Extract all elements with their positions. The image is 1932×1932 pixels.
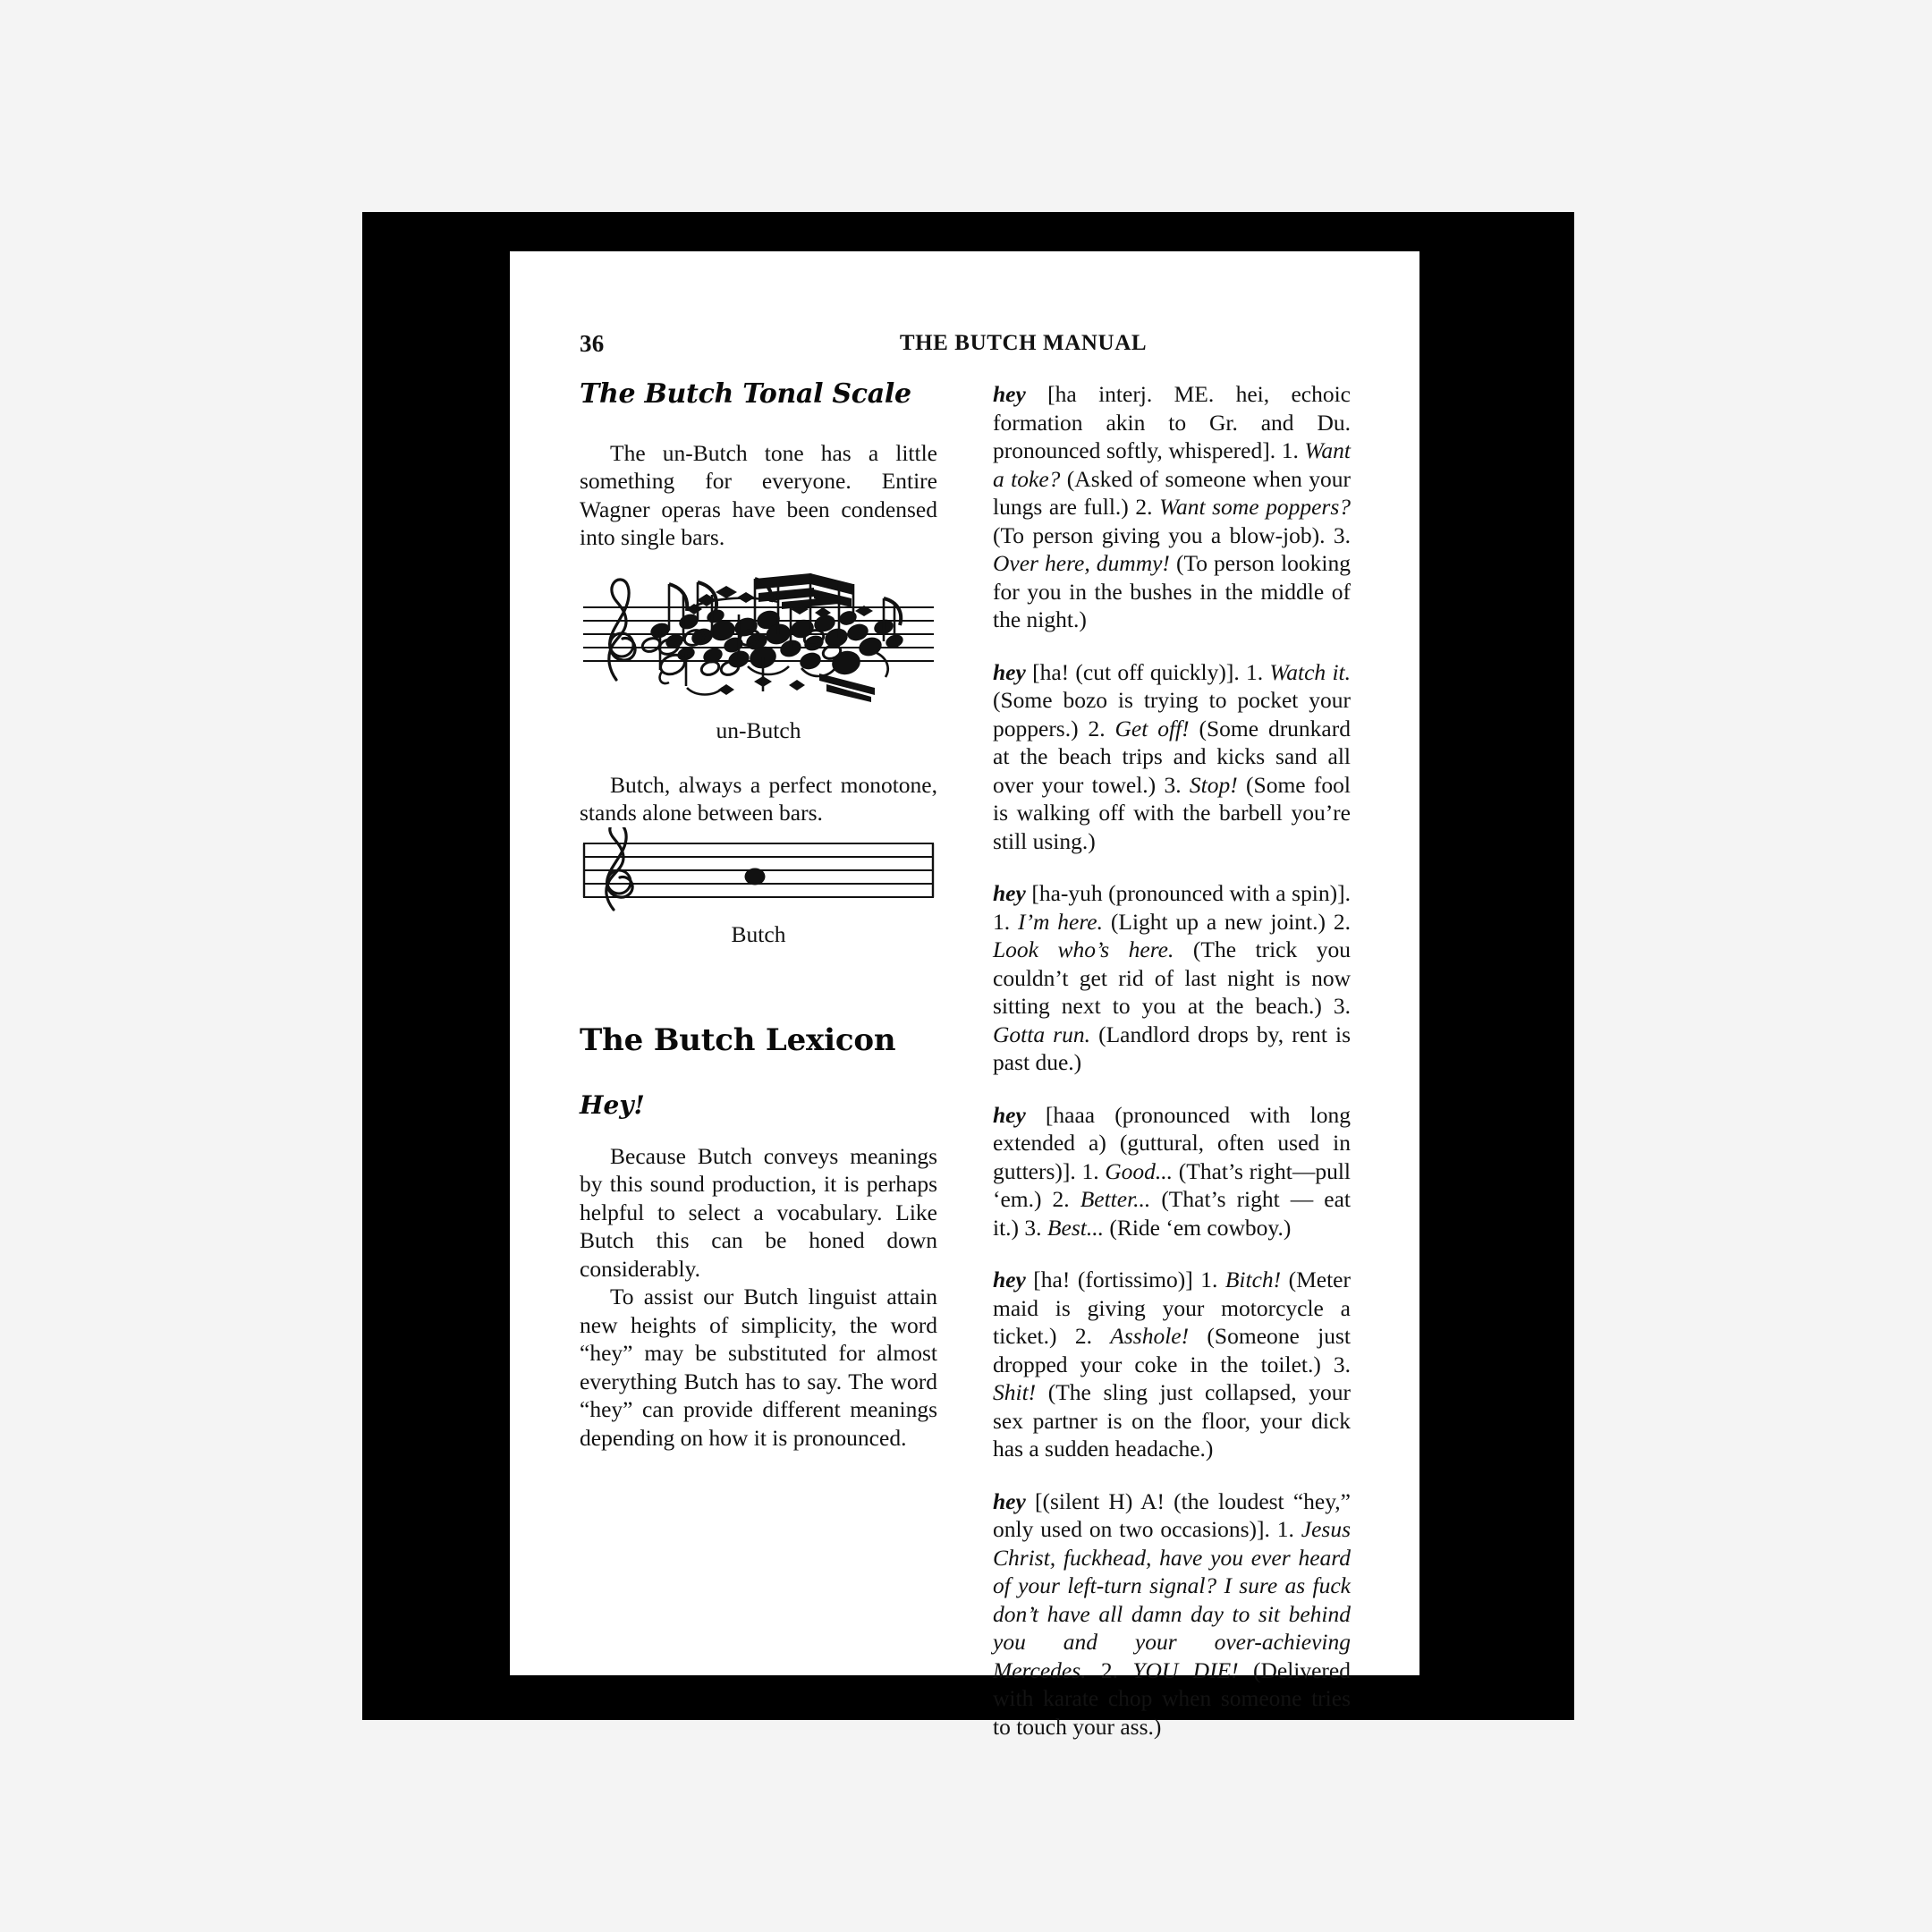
sense-number: 1. <box>1269 1516 1301 1542</box>
running-title: THE BUTCH MANUAL <box>899 331 1148 355</box>
sense-gloss: (Some bozo is trying to pocket your poppers.) <box>993 687 1351 741</box>
paragraph-lexicon-2: To assist our Butch linguist attain new heights of simplicity, the word “hey” may be substituted for almost everything Butch has to say. The word “hey” can provide different meanings depending on how it is pronounced. <box>580 1284 937 1451</box>
music-staff-monotone <box>580 827 937 912</box>
dictionary-entry <box>993 1101 1351 1242</box>
sense-phrase: Watch it. <box>1269 658 1351 685</box>
sense-gloss: (Meter maid is giving your motorcycle a ticket.) <box>993 1267 1351 1349</box>
entry-headword: hey <box>993 381 1026 407</box>
sense-gloss: (Delivered with karate chop when someone tries to touch your ass.) <box>993 1657 1351 1740</box>
entry-headword: hey <box>993 1101 1026 1128</box>
sense-number: 3. <box>1019 1214 1047 1241</box>
sense-phrase: Jesus Christ, fuckhead, have you ever heard of your left-turn signal? I sure as fuck don’t have all damn day to sit behind you and your over-achieving Mercedes. <box>993 1516 1352 1683</box>
sense-number: 3. <box>1320 1351 1351 1377</box>
sense-phrase: Over here, dummy! <box>993 550 1170 576</box>
sense-number: 2. <box>1056 1323 1111 1349</box>
sense-phrase: Best... <box>1046 1214 1104 1241</box>
music-staff-chaotic <box>580 552 937 708</box>
sense-gloss: (That’s right — eat it.) <box>993 1186 1351 1241</box>
dictionary-entry <box>993 380 1351 634</box>
sense-number: 1. <box>993 908 1018 935</box>
scanned-book-page <box>510 251 1419 1740</box>
paragraph-tonal-scale: The un-Butch tone has a little something for everyone. Entire Wagner operas have been condensed into single bars. <box>580 439 937 550</box>
paragraph-lexicon-1: Because Butch conveys meanings by this sound production, it is perhaps helpful to select a vocabulary. Like Butch this can be honed down considerably. <box>580 1142 937 1282</box>
sense-number: 2. <box>1041 1186 1080 1212</box>
sense-phrase: Better... <box>1080 1186 1151 1212</box>
sense-number: 1. <box>1192 1267 1225 1292</box>
entry-headword: hey <box>993 1267 1026 1292</box>
sense-number: 2. <box>1128 494 1160 520</box>
dictionary-entry <box>993 1266 1351 1463</box>
sense-gloss: (Ride ‘em cowboy.) <box>1103 1214 1292 1241</box>
right-column-dictionary-entries <box>993 380 1351 1741</box>
sense-gloss: (Some drunkard at the beach trips and kicks sand all over your towel.) <box>993 715 1351 798</box>
spacer <box>580 744 937 771</box>
dictionary-entry <box>993 658 1351 856</box>
figure-caption-butch: Butch <box>731 920 786 947</box>
sense-gloss: (To person looking for you in the bushes in the middle of the night.) <box>993 550 1351 632</box>
figure-butch-notation <box>580 827 937 948</box>
sense-number: 3. <box>1156 771 1190 798</box>
entry-pronunciation: [ha interj. ME. hei, echoic formation akin to Gr. and Du. pronounced softly, whispered]. <box>993 381 1351 463</box>
sense-gloss: (Landlord drops by, rent is past due.) <box>993 1021 1352 1075</box>
figure-unbutch-notation <box>580 552 937 744</box>
heading-hey: Hey! <box>580 1090 645 1121</box>
dictionary-entry <box>993 879 1351 1077</box>
sense-gloss: (Asked of someone when your lungs are full.) <box>993 465 1351 520</box>
sense-phrase: Get off! <box>1114 715 1190 741</box>
sense-gloss: (That’s right—pull ‘em.) <box>993 1157 1351 1212</box>
entry-pronunciation: [ha-yuh (pronounced with a spin)]. <box>1025 880 1351 906</box>
sense-phrase: YOU DIE! <box>1132 1657 1239 1683</box>
sense-number: 1. <box>1275 437 1305 463</box>
sense-gloss: (To person giving you a blow-job). <box>993 521 1326 548</box>
sense-phrase: Bitch! <box>1224 1267 1282 1292</box>
sense-number: 2. <box>1078 715 1115 741</box>
sense-phrase: I’m here. <box>1018 908 1104 935</box>
sense-phrase: Good... <box>1105 1157 1174 1184</box>
entry-pronunciation: [ha! (fortissimo)] <box>1025 1267 1193 1292</box>
entry-pronunciation: [(silent H) A! (the loudest “hey,” only used on two occasions)]. <box>993 1487 1351 1542</box>
paragraph-monotone: Butch, always a perfect monotone, stands alone between bars. <box>580 771 937 826</box>
entry-headword: hey <box>993 658 1026 685</box>
sense-number: 3. <box>1325 521 1352 548</box>
sense-number: 3. <box>1321 993 1351 1019</box>
sense-phrase: Gotta run. <box>993 1021 1090 1047</box>
page-number: 36 <box>580 330 605 357</box>
sense-phrase: Asshole! <box>1110 1323 1190 1349</box>
heading-butch-tonal-scale: The Butch Tonal Scale <box>580 378 911 410</box>
sense-phrase: Stop! <box>1189 771 1238 798</box>
figure-caption-unbutch: un-Butch <box>716 716 801 743</box>
treble-clef-icon <box>609 579 635 679</box>
sense-gloss: (The sling just collapsed, your sex partner is on the floor, your dick has a sudden headache.) <box>993 1379 1351 1462</box>
sense-number: 2. <box>1326 908 1352 935</box>
sense-phrase: Look who’s here. <box>993 936 1174 962</box>
sense-number: 1. <box>1239 658 1270 685</box>
left-column <box>580 380 937 1452</box>
sense-phrase: Want a toke? <box>993 437 1351 492</box>
entry-pronunciation: [haaa (pronounced with long extended a) (guttural, often used in gutters)]. <box>993 1101 1351 1184</box>
sense-number: 1. <box>1075 1157 1106 1184</box>
dictionary-entry <box>993 1487 1351 1741</box>
heading-butch-lexicon: The Butch Lexicon <box>580 1021 896 1058</box>
sense-phrase: Shit! <box>993 1379 1037 1405</box>
page-content-area <box>580 330 1352 1740</box>
sense-gloss: (Light up a new joint.) <box>1103 908 1326 935</box>
running-head <box>580 330 1351 366</box>
sense-gloss: (The trick you couldn’t get rid of last night is now sitting next to you at the beach.) <box>993 936 1351 1019</box>
two-column-body <box>580 378 1352 1740</box>
entry-headword: hey <box>993 880 1026 906</box>
sense-number: 2. <box>1086 1657 1133 1683</box>
sense-phrase: Want some poppers? <box>1159 494 1352 520</box>
sense-gloss: (Someone just dropped your coke in the toilet.) <box>993 1323 1351 1377</box>
entry-pronunciation: [ha! (cut off quickly)]. <box>1025 658 1240 685</box>
single-notehead <box>745 868 766 885</box>
spacer <box>580 948 937 1025</box>
sense-gloss: (Some fool is walking off with the barbell you’re still using.) <box>993 771 1352 854</box>
entry-headword: hey <box>993 1487 1026 1514</box>
